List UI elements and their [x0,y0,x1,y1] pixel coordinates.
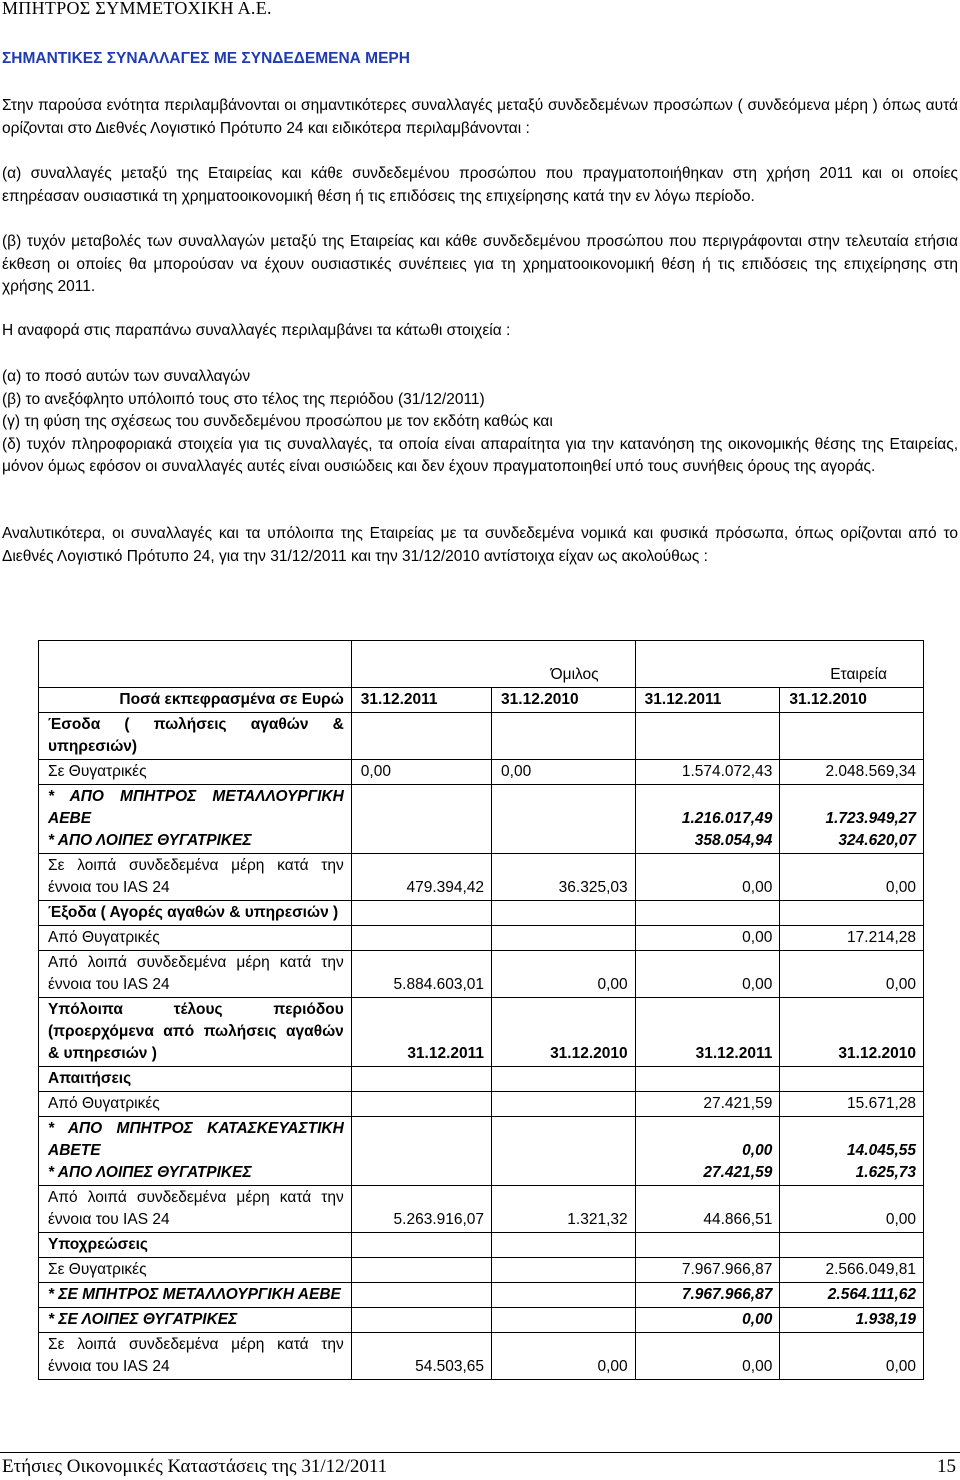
cell-c3: 0,00 [635,1333,780,1380]
detail-c3-1: 0,00 [742,1142,773,1159]
cell-c1 [351,1092,491,1117]
payables-title: Υποχρεώσεις [39,1233,352,1258]
reference-paragraph: Η αναφορά στις παραπάνω συναλλαγές περιλαμβάνει τα κάτωθι στοιχεία : [2,322,511,339]
row-label: Από Θυγατρικές [39,1092,352,1117]
detail-c4-2: 324.620,07 [838,832,916,849]
cell-c2: 0,00 [492,951,636,998]
table-group-header-row [39,641,924,688]
intro-paragraph: Στην παρούσα ενότητα περιλαμβάνονται οι σημαντικότερες συναλλαγές μεταξύ συνδεδεμένων προσώπων ( συνδεόμενα μέρη ) όπως αυτά ορίζονται στο Διεθνές Λογιστικό Πρότυπο 24 και ειδικότερα περιλαμβάνονται : [2,97,958,137]
cell-c2 [492,1258,636,1283]
balances-c4: 31.12.2010 [780,998,924,1067]
row-label-detail: * ΣΕ ΛΟΙΠΕΣ ΘΥΓΑΤΡΙΚΕΣ [39,1308,352,1333]
row-label: Σε Θυγατρικές [39,760,352,785]
row-label: Σε Θυγατρικές [39,1258,352,1283]
receivables-title-row [39,1067,924,1092]
income-title: Έσοδα ( πωλήσεις αγαθών & υπηρεσιών) [39,713,352,760]
cell-c1: 5.884.603,01 [351,951,491,998]
cell-c4: 2.566.049,81 [780,1258,924,1283]
cell-c3: 0,00 [635,854,780,901]
income-title-row [39,713,924,760]
cell-c3: 7.967.966,87 [635,1258,780,1283]
cell-c3: 0,00 [635,1308,780,1333]
list-item-d: (δ) τυχόν πληροφοριακά στοιχεία για τις συναλλαγές, τα οποία είναι απαραίτητα για την κατανόηση της οικονομικής θέσης της Εταιρείας, μόνον όμως εφόσον οι συναλλαγές αυτές είναι ουσιώδεις και δεν έχουν πραγματοποιηθεί υπό τους συνήθεις όρους της αγοράς. [2,435,958,475]
cell-c1: 54.503,65 [351,1333,491,1380]
cell-c4: 0,00 [780,1333,924,1380]
row-label: Σε λοιπά συνδεδεμένα μέρη κατά την έννοια του IAS 24 [39,854,352,901]
detail-c3-2: 27.421,59 [703,1164,773,1181]
table-row [39,1258,924,1283]
cell-c2: 0,00 [492,1333,636,1380]
list-item-c: (γ) τη φύση της σχέσεως του συνδεδεμένου προσώπου με τον εκδότη καθώς και [2,413,553,430]
balances-header-row [39,998,924,1067]
balances-c1: 31.12.2011 [351,998,491,1067]
detail-c3-2: 358.054,94 [694,832,773,849]
item-a-block [2,163,958,208]
cell-c1: 5.263.916,07 [351,1186,491,1233]
row-label: Από λοιπά συνδεδεμένα μέρη κατά την έννοια του IAS 24 [39,1186,352,1233]
cell-c4: 0,00 [780,951,924,998]
cell-c2: 1.321,32 [492,1186,636,1233]
row-label-detail [39,1117,352,1186]
cell-c3: 0,00 [635,926,780,951]
cell-c1: 479.394,42 [351,854,491,901]
item-b-paragraph: (β) τυχόν μεταβολές των συναλλαγών μεταξύ της Εταιρείας και κάθε συνδεδεμένου προσώπου που περιγράφονται στην τελευταία ετήσια έκθεση οι οποίες θα μπορούσαν να έχουν ουσιαστικές συνέπειες για τη χρηματοοικονομική θέση ή τις επιδόσεις της επιχείρησης στη χρήσης 2011. [2,233,958,295]
balances-c2: 31.12.2010 [492,998,636,1067]
header-c3: 31.12.2011 [635,688,780,713]
table-row [39,1186,924,1233]
amounts-label: Ποσά εκπεφρασμένα σε Ευρώ [39,688,352,713]
cell-c2 [492,926,636,951]
list-item-a: (α) το ποσό αυτών των συναλλαγών [2,368,251,385]
table-row [39,854,924,901]
table-row-detail [39,1308,924,1333]
cell-c4: 2.048.569,34 [780,760,924,785]
header-c1: 31.12.2011 [351,688,491,713]
detail-c4-2: 1.625,73 [855,1164,916,1181]
detail-paragraph: Αναλυτικότερα, οι συναλλαγές και τα υπόλοιπα της Εταιρείας με τα συνδεδεμένα νομικά και φυσικά πρόσωπα, όπως ορίζονται από το Διεθνές Λογιστικό Πρότυπο 24, για την 31/12/2011 και την 31/12/2010 αντίστοιχα είχαν ως ακολούθως : [2,525,958,565]
table-row-detail [39,1283,924,1308]
table-corner-cell [39,641,352,688]
detail-c3-1: 1.216.017,49 [681,810,773,827]
table-row-detail [39,785,924,854]
cell-c4: 2.564.111,62 [780,1283,924,1308]
row-label-detail: * ΣΕ ΜΠΗΤΡΟΣ ΜΕΤΑΛΛΟΥΡΓΙΚΗ ΑΕΒΕ [39,1283,352,1308]
list-item-b: (β) το ανεξόφλητο υπόλοιπό τους στο τέλος της περιόδου (31/12/2011) [2,390,485,408]
table-header-row [39,688,924,713]
cell-c1: 0,00 [351,760,491,785]
intro-paragraph-block [2,95,958,140]
group-header-cell: Όμιλος [351,641,635,688]
row-label: Από λοιπά συνδεδεμένα μέρη κατά την έννοια του IAS 24 [39,951,352,998]
list-block [2,366,958,479]
detail-label-1: * ΑΠΟ ΜΠΗΤΡΟΣ ΚΑΤΑΣΚΕΥΑΣΤΙΚΗ ΑΒΕΤΕ [48,1120,344,1159]
detail-c4-1: 1.723.949,27 [825,810,916,827]
cell-c4: 0,00 [780,854,924,901]
item-a-paragraph: (α) συναλλαγές μεταξύ της Εταιρείας και κάθε συνδεδεμένου προσώπου που πραγματοποιήθηκαν στη χρήση 2011 και οι οποίες επηρέασαν ουσιαστικά τη χρηματοοικονομική θέση ή τις επιδόσεις της επιχείρησης κατά την εν λόγω περίοδο. [2,165,958,205]
footer-title: Ετήσιες Οικονομικές Καταστάσεις της 31/12/2011 [2,1456,388,1477]
table-row [39,760,924,785]
cell-c2: 0,00 [492,760,636,785]
detail-label-1: * ΑΠΟ ΜΠΗΤΡΟΣ ΜΕΤΑΛΛΟΥΡΓΙΚΗ ΑΕΒΕ [48,788,344,827]
footer-divider [0,1452,960,1453]
receivables-title: Απαιτήσεις [39,1067,352,1092]
cell-c3: 7.967.966,87 [635,1283,780,1308]
section-title: ΣΗΜΑΝΤΙΚΕΣ ΣΥΝΑΛΛΑΓΕΣ ΜΕ ΣΥΝΔΕΔΕΜΕΝΑ ΜΕΡΗ [2,50,410,67]
detail-label-2: * ΑΠΟ ΛΟΙΠΕΣ ΘΥΓΑΤΡΙΚΕΣ [48,832,252,849]
table-row [39,926,924,951]
expense-title-row [39,901,924,926]
page-number: 15 [937,1456,956,1477]
cell-c3: 44.866,51 [635,1186,780,1233]
table-row [39,1333,924,1380]
row-label: Σε λοιπά συνδεδεμένα μέρη κατά την έννοια του IAS 24 [39,1333,352,1380]
balances-label: Υπόλοιπα τέλους περιόδου (προερχόμενα από πωλήσεις αγαθών & υπηρεσιών ) [39,998,352,1067]
table-row [39,1092,924,1117]
table-row [39,951,924,998]
detail-label-2: * ΑΠΟ ΛΟΙΠΕΣ ΘΥΓΑΤΡΙΚΕΣ [48,1164,252,1181]
cell-c4: 15.671,28 [780,1092,924,1117]
balances-c3: 31.12.2011 [635,998,780,1067]
table-row-detail [39,1117,924,1186]
company-header-cell: Εταιρεία [635,641,923,688]
cell-c3: 0,00 [635,951,780,998]
row-label-detail [39,785,352,854]
payables-title-row [39,1233,924,1258]
related-party-table [38,640,924,1380]
cell-c1 [351,1258,491,1283]
company-header: ΜΠΗΤΡΟΣ ΣΥΜΜΕΤΟΧΙΚΗ Α.Ε. [2,0,272,18]
item-b-block [2,231,958,299]
header-c2: 31.12.2010 [492,688,636,713]
cell-c3: 1.574.072,43 [635,760,780,785]
cell-c1 [351,926,491,951]
expense-title: Έξοδα ( Αγορές αγαθών & υπηρεσιών ) [39,901,352,926]
row-label: Από Θυγατρικές [39,926,352,951]
cell-c4: 0,00 [780,1186,924,1233]
cell-c4: 1.938,19 [780,1308,924,1333]
cell-c2: 36.325,03 [492,854,636,901]
cell-c2 [492,1092,636,1117]
cell-c3: 27.421,59 [635,1092,780,1117]
cell-c4: 17.214,28 [780,926,924,951]
detail-block [2,523,958,568]
detail-c4-1: 14.045,55 [847,1142,916,1159]
reference-block [2,320,958,343]
header-c4: 31.12.2010 [780,688,924,713]
